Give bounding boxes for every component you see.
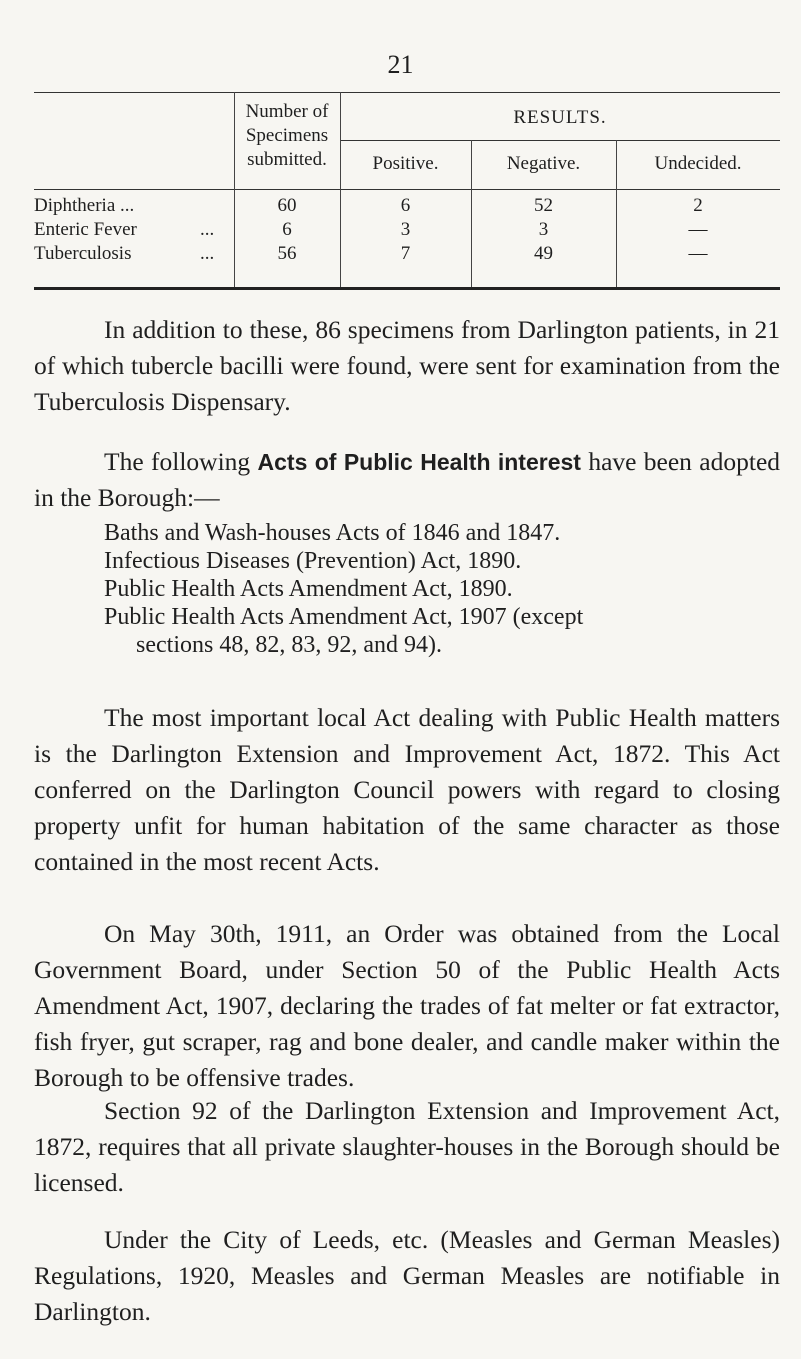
acts-intro-lead: The following [104, 447, 251, 476]
table-row [34, 219, 780, 245]
acts-intro-tail: have been adopted in the Borough:— [34, 447, 781, 512]
paragraph-specimens: In addition to these, 86 specimens from Darlington patients, in 21 of which tubercle bacilli were found, were sent for examination from the Tuberculosis Dispensary. [34, 315, 780, 416]
header-specimens [230, 100, 344, 172]
header-positive: Positive. [372, 153, 439, 174]
page-number: 21 [387, 50, 414, 79]
paragraph-local-act: The most important local Act dealing with Public Health matters is the Darlington Extension and Improvement Act, 1872. This Act conferred on the Darlington Council powers with regard to closing property unfit for human habitation of the same character as those contained in the most recent Acts. [34, 703, 780, 876]
acts-list [104, 519, 780, 659]
header-specimens-line: submitted. [247, 149, 327, 170]
list-item-continuation: sections 48, 82, 83, 92, and 94). [136, 632, 442, 658]
paragraph-slaughter-houses: Section 92 of the Darlington Extension and Improvement Act, 1872, requires that all private slaughter-houses in the Borough should be licensed. [34, 1096, 780, 1197]
header-specimens-line: Specimens [245, 125, 329, 146]
table-top-rule [34, 92, 780, 93]
cell-undecided: — [688, 219, 708, 240]
cell-positive: 6 [400, 195, 411, 216]
cell-undecided: 2 [693, 195, 703, 216]
row-label-text: Tuberculosis [34, 243, 132, 264]
cell-submitted: 6 [282, 219, 292, 240]
list-item: Infectious Diseases (Prevention) Act, 1890. [104, 548, 522, 574]
header-specimens-line: Number of [245, 101, 329, 122]
row-label-text: Enteric Fever [34, 219, 137, 240]
list-item: Baths and Wash-houses Acts of 1846 and 1847. [104, 520, 561, 546]
cell-negative: 49 [534, 243, 553, 264]
list-item: Public Health Acts Amendment Act, 1907 (except [104, 604, 584, 630]
results-table [34, 92, 780, 306]
row-label [34, 219, 234, 241]
paragraph-measles: Under the City of Leeds, etc. (Measles and German Measles) Regulations, 1920, Measles and German Measles are notifiable in Darlington. [34, 1225, 780, 1326]
acts-intro-bold: Acts of Public Health interest [257, 449, 581, 475]
paragraph-acts-intro [34, 444, 780, 516]
cell-negative: 52 [534, 195, 553, 216]
header-results: RESULTS. [513, 107, 607, 128]
row-label-dots: ... [200, 219, 215, 240]
cell-submitted: 60 [277, 195, 297, 216]
table-row [34, 195, 780, 221]
paragraph-order: On May 30th, 1911, an Order was obtained from the Local Government Board, under Section 50 of the Public Health Acts Amendment Act, 1907, declaring the trades of fat melter or fat extractor, fish fryer, gut scraper, rag and bone dealer, and candle maker within the Borough to be offensive trades. [34, 919, 780, 1092]
header-undecided: Undecided. [654, 153, 742, 174]
table-row [34, 243, 780, 269]
row-label-dots: ... [200, 243, 215, 264]
header-bottom-rule [34, 189, 780, 190]
header-negative: Negative. [506, 153, 581, 174]
cell-negative: 3 [538, 219, 549, 240]
cell-undecided: — [688, 243, 708, 264]
cell-submitted: 56 [277, 243, 297, 264]
row-label [34, 243, 234, 265]
cell-positive: 7 [400, 243, 411, 264]
table-bottom-rule [34, 287, 780, 290]
list-item: Public Health Acts Amendment Act, 1890. [104, 576, 513, 602]
row-label: Diphtheria ... [34, 195, 135, 216]
cell-positive: 3 [400, 219, 411, 240]
results-subheader-rule [340, 140, 780, 141]
